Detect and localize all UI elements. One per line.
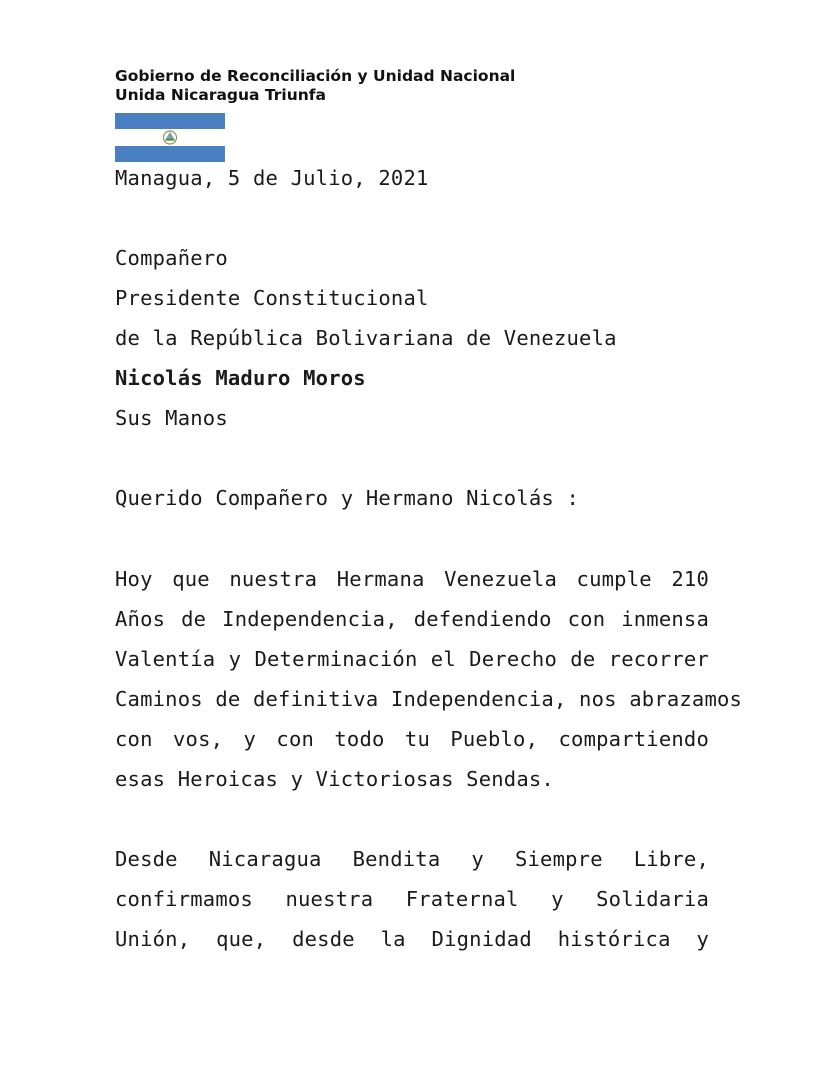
paragraph-line: Hoy que nuestra Hermana Venezuela cumple 210 <box>115 567 709 591</box>
paragraph-line: confirmamos nuestra Fraternal y Solidaria <box>115 887 709 911</box>
paragraph-line: Valentía y Determinación el Derecho de recorrer <box>115 647 709 671</box>
recipient-delivery-note: Sus Manos <box>115 406 228 430</box>
paragraph-line: Unión, que, desde la Dignidad histórica y <box>115 927 709 951</box>
letterhead-slogan: Unida Nicaragua Triunfa <box>115 86 327 104</box>
recipient-country: de la República Bolivariana de Venezuela <box>115 326 617 350</box>
paragraph-line: con vos, y con todo tu Pueblo, compartiendo <box>115 727 709 751</box>
nicaragua-flag-icon <box>115 113 225 162</box>
paragraph-line: Caminos de definitiva Independencia, nos abrazamos <box>115 687 743 711</box>
recipient-salutation: Compañero <box>115 246 228 270</box>
paragraph-line: esas Heroicas y Victoriosas Sendas. <box>115 767 554 791</box>
body-paragraph-1 <box>115 566 743 806</box>
body-paragraph-2 <box>115 846 709 966</box>
paragraph-line: Años de Independencia, defendiendo con inmensa <box>115 607 709 631</box>
recipient-name: Nicolás Maduro Moros <box>115 366 366 390</box>
letterhead-government-name: Gobierno de Reconciliación y Unidad Nacional <box>115 67 516 85</box>
paragraph-line: Desde Nicaragua Bendita y Siempre Libre, <box>115 847 709 871</box>
letter-greeting: Querido Compañero y Hermano Nicolás : <box>115 486 580 510</box>
recipient-title: Presidente Constitucional <box>115 286 429 310</box>
letterhead <box>115 67 515 105</box>
letter-date: Managua, 5 de Julio, 2021 <box>115 166 429 190</box>
